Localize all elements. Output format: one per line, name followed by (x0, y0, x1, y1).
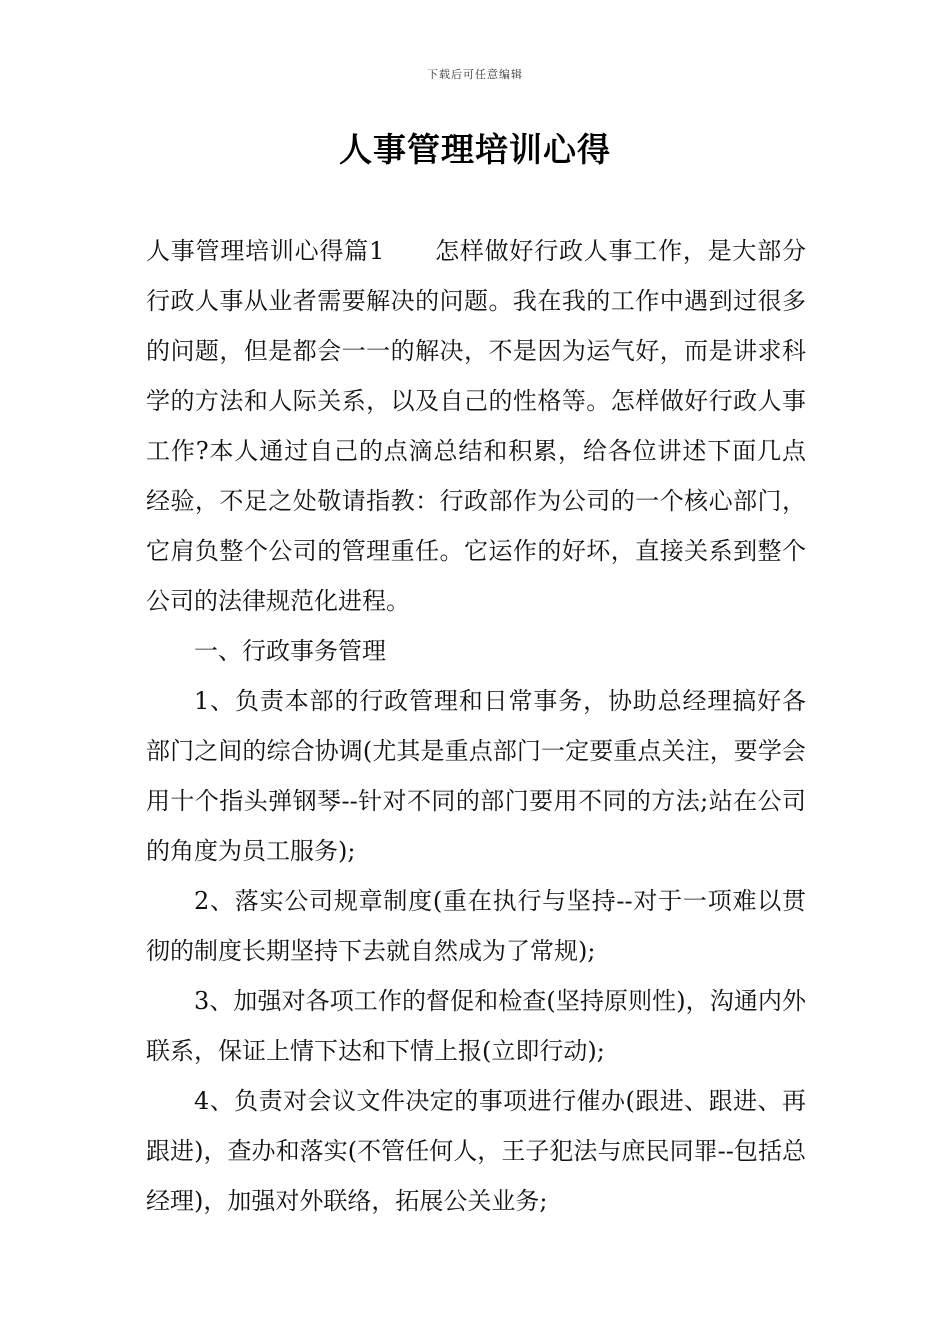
header-note: 下载后可任意编辑 (427, 68, 523, 81)
list-item: 2、落实公司规章制度(重在执行与坚持--对于一项难以贯彻的制度长期坚持下去就自然成为了常规); (146, 887, 806, 965)
document-title: 人事管理培训心得 (339, 130, 611, 169)
intro-paragraph (146, 226, 806, 626)
intro-heading: 人事管理培训心得篇1 (146, 237, 385, 265)
list-item: 1、负责本部的行政管理和日常事务，协助总经理搞好各部门之间的综合协调(尤其是重点部门一定要重点关注，要学会用十个指头弹钢琴--针对不同的部门要用不同的方法;站在公司的角度为员工服务); (146, 687, 806, 865)
list-item: 3、加强对各项工作的督促和检查(坚持原则性)，沟通内外联系，保证上情下达和下情上报(立即行动); (146, 987, 806, 1065)
list-item: 4、负责对会议文件决定的事项进行催办(跟进、跟进、再跟进)，查办和落实(不管任何人，王子犯法与庶民同罪--包括总经理)，加强对外联络，拓展公关业务; (146, 1087, 806, 1215)
document-body (146, 226, 806, 1226)
intro-text: 怎样做好行政人事工作，是大部分行政人事从业者需要解决的问题。我在我的工作中遇到过很多的问题，但是都会一一的解决，不是因为运气好，而是讲求科学的方法和人际关系，以及自己的性格等。怎样做好行政人事工作?本人通过自己的点滴总结和积累，给各位讲述下面几点经验，不足之处敬请指教：行政部作为公司的一个核心部门，它肩负整个公司的管理重任。它运作的好坏，直接关系到整个公司的法律规范化进程。 (146, 237, 806, 615)
section-title: 一、行政事务管理 (194, 637, 386, 665)
